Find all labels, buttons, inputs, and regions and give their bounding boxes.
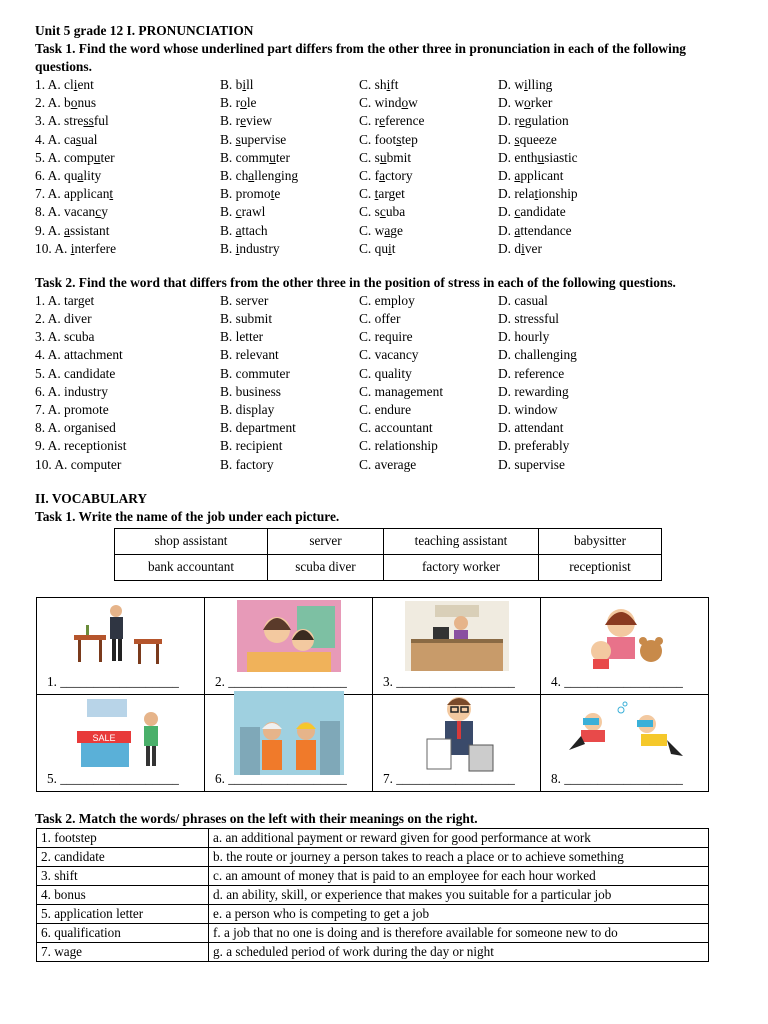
answer-option[interactable]: C. require	[359, 329, 413, 345]
vocab-task1-title: Task 1. Write the name of the job under each picture.	[35, 508, 340, 524]
answer-option[interactable]: C. submit	[359, 149, 412, 165]
match-row	[37, 847, 709, 866]
worksheet	[35, 22, 735, 962]
answer-blank[interactable]: 7. __________________	[383, 770, 515, 786]
answer-option[interactable]: D. diver	[498, 240, 542, 256]
answer-option[interactable]: 3. A. scuba	[35, 329, 95, 345]
picture-cell-1	[37, 597, 205, 694]
answer-option[interactable]: 10. A. interfere	[35, 240, 117, 256]
question-row	[35, 292, 735, 310]
teaching-assistant-picture	[205, 600, 372, 672]
shop-assistant-picture	[37, 697, 204, 769]
answer-option[interactable]: C. management	[359, 383, 444, 399]
question-row	[35, 203, 735, 221]
answer-option[interactable]: C. scuba	[359, 204, 406, 220]
answer-option[interactable]: 3. A. stressful	[35, 113, 109, 129]
answer-option[interactable]: D. willing	[498, 77, 553, 92]
match-meaning: a. an additional payment or reward given for good performance at work	[209, 828, 709, 847]
job-cell: teaching assistant	[384, 528, 539, 554]
question-row	[35, 401, 735, 419]
answer-option[interactable]: C. offer	[359, 311, 401, 327]
answer-option[interactable]: D. rewarding	[498, 383, 569, 399]
job-cell: babysitter	[539, 528, 662, 554]
answer-option[interactable]: B. review	[220, 113, 273, 129]
answer-option[interactable]: D. hourly	[498, 329, 550, 345]
match-term: 1. footstep	[37, 828, 209, 847]
question-row	[35, 185, 735, 203]
answer-option[interactable]: 8. A. vacancy	[35, 204, 108, 220]
answer-option[interactable]: D. squeeze	[498, 131, 557, 147]
match-term: 6. qualification	[37, 923, 209, 942]
job-cell: factory worker	[384, 554, 539, 580]
question-row	[35, 112, 735, 130]
match-row	[37, 885, 709, 904]
picture-cell-7	[373, 694, 541, 791]
match-row	[37, 923, 709, 942]
job-cell: server	[268, 528, 384, 554]
answer-option[interactable]: C. quality	[359, 365, 412, 381]
answer-option[interactable]: 2. A. diver	[35, 311, 92, 327]
match-term: 4. bonus	[37, 885, 209, 904]
pron-task2-list	[35, 292, 735, 474]
answer-option[interactable]: B. promote	[220, 186, 281, 202]
match-row	[37, 904, 709, 923]
question-row	[35, 310, 735, 328]
answer-option[interactable]: C. wage	[359, 222, 403, 238]
worksheet-title: Unit 5 grade 12 I. PRONUNCIATION	[35, 23, 254, 38]
question-row	[35, 419, 735, 437]
answer-option[interactable]: D. candidate	[498, 204, 566, 220]
answer-option[interactable]: D. worker	[498, 95, 553, 111]
job-cell: receptionist	[539, 554, 662, 580]
answer-option[interactable]: B. commuter	[220, 149, 290, 165]
answer-blank[interactable]: 6. __________________	[215, 770, 347, 786]
answer-option[interactable]: B. factory	[220, 456, 274, 472]
match-term: 5. application letter	[37, 904, 209, 923]
job-word-box	[114, 528, 662, 581]
picture-cell-4	[541, 597, 709, 694]
match-row	[37, 866, 709, 885]
answer-option[interactable]: C. footstep	[359, 131, 418, 147]
answer-option[interactable]: D. window	[498, 402, 558, 417]
question-row	[35, 167, 735, 185]
answer-option[interactable]: C. shift	[359, 77, 399, 92]
answer-option[interactable]: D. reference	[498, 365, 565, 381]
answer-option[interactable]: B. server	[220, 292, 269, 308]
svg-text:SALE: SALE	[91, 732, 116, 743]
answer-option[interactable]: 4. A. attachment	[35, 347, 123, 363]
answer-option[interactable]: B. crawl	[220, 204, 266, 220]
answer-option[interactable]: 8. A. organised	[35, 420, 116, 436]
question-row	[35, 346, 735, 364]
answer-option[interactable]: D. enthusiastic	[498, 149, 578, 165]
picture-cell-2	[205, 597, 373, 694]
question-row	[35, 456, 735, 474]
vocab-task2-title: Task 2. Match the words/ phrases on the left with their meanings on the right.	[35, 810, 478, 826]
answer-option[interactable]: B. department	[220, 420, 296, 436]
answer-blank[interactable]: 2. __________________	[215, 673, 347, 689]
answer-option[interactable]: C. window	[359, 95, 418, 111]
answer-option[interactable]: B. challenging	[220, 167, 299, 183]
answer-option[interactable]: D. applicant	[498, 167, 564, 183]
matching-table	[36, 828, 709, 962]
answer-option[interactable]: B. attach	[220, 222, 268, 238]
match-term: 7. wage	[37, 942, 209, 961]
answer-option[interactable]: D. casual	[498, 292, 548, 308]
question-row	[35, 76, 735, 94]
answer-option[interactable]: B. relevant	[220, 347, 279, 363]
answer-blank[interactable]: 8. __________________	[551, 770, 683, 786]
answer-option[interactable]: B. industry	[220, 240, 280, 256]
answer-option[interactable]: B. submit	[220, 311, 273, 327]
match-term: 3. shift	[37, 866, 209, 885]
match-meaning: g. a scheduled period of work during the day or night	[209, 942, 709, 961]
answer-option[interactable]: B. role	[220, 95, 257, 111]
server-picture	[37, 600, 204, 672]
answer-option[interactable]: D. relationship	[498, 186, 578, 202]
answer-option[interactable]: D. preferably	[498, 438, 570, 454]
answer-option[interactable]: C. target	[359, 186, 405, 202]
question-row	[35, 328, 735, 346]
answer-option[interactable]: C. endure	[359, 402, 412, 417]
answer-option[interactable]: B. display	[220, 402, 275, 417]
answer-option[interactable]: D. challenging	[498, 347, 577, 363]
answer-option[interactable]: 9. A. assistant	[35, 222, 110, 238]
answer-blank[interactable]: 5. __________________	[47, 770, 179, 786]
match-meaning: c. an amount of money that is paid to an employee for each hour worked	[209, 866, 709, 885]
question-row	[35, 222, 735, 240]
match-meaning: f. a job that no one is doing and is therefore available for someone new to do	[209, 923, 709, 942]
receptionist-picture	[373, 600, 540, 672]
answer-option[interactable]: C. vacancy	[359, 347, 419, 363]
answer-option[interactable]: 5. A. candidate	[35, 365, 116, 381]
answer-option[interactable]: C. accountant	[359, 420, 433, 436]
scuba-diver-picture	[541, 697, 708, 769]
match-meaning: b. the route or journey a person takes to reach a place or to achieve something	[209, 847, 709, 866]
job-cell: bank accountant	[115, 554, 268, 580]
question-row	[35, 94, 735, 112]
answer-option[interactable]: D. attendant	[498, 420, 564, 436]
answer-option[interactable]: D. stressful	[498, 311, 559, 327]
answer-option[interactable]: C. factory	[359, 167, 413, 183]
question-row	[35, 149, 735, 167]
picture-grid	[36, 597, 709, 792]
answer-option[interactable]: 7. A. applicant	[35, 186, 114, 202]
question-row	[35, 383, 735, 401]
answer-option[interactable]: B. business	[220, 383, 282, 399]
picture-cell-3	[373, 597, 541, 694]
answer-option[interactable]: 1. A. client	[35, 77, 94, 92]
answer-option[interactable]: B. commuter	[220, 365, 290, 381]
picture-cell-8	[541, 694, 709, 791]
pron-task1-title: Task 1. Find the word whose underlined part differs from the other three in pronunciation in each of the following questions.	[35, 41, 686, 74]
job-cell: scuba diver	[268, 554, 384, 580]
picture-cell-6	[205, 694, 373, 791]
answer-blank[interactable]: 4. __________________	[551, 673, 683, 689]
answer-option[interactable]: 5. A. computer	[35, 149, 115, 165]
answer-option[interactable]: 6. A. quality	[35, 167, 102, 183]
question-row	[35, 437, 735, 455]
job-cell: shop assistant	[115, 528, 268, 554]
vocab-heading: II. VOCABULARY	[35, 490, 148, 506]
match-meaning: e. a person who is competing to get a job	[209, 904, 709, 923]
answer-option[interactable]: C. quit	[359, 240, 396, 256]
question-row	[35, 365, 735, 383]
answer-option[interactable]: C. relationship	[359, 438, 438, 454]
match-row	[37, 828, 709, 847]
bank-accountant-picture	[373, 697, 540, 769]
answer-option[interactable]: C. reference	[359, 113, 425, 129]
answer-option[interactable]: 2. A. bonus	[35, 95, 97, 111]
answer-option[interactable]: 9. A. receptionist	[35, 438, 127, 454]
answer-option[interactable]: 7. A. promote	[35, 402, 109, 417]
answer-blank[interactable]: 1. __________________	[47, 673, 179, 689]
answer-option[interactable]: B. bill	[220, 77, 254, 92]
answer-option[interactable]: 10. A. computer	[35, 456, 122, 472]
match-term: 2. candidate	[37, 847, 209, 866]
answer-option[interactable]: C. average	[359, 456, 417, 472]
question-row	[35, 131, 735, 149]
picture-cell-5	[37, 694, 205, 791]
babysitter-picture	[541, 600, 708, 672]
pron-task1-list	[35, 76, 735, 258]
answer-option[interactable]: 4. A. casual	[35, 131, 98, 147]
answer-option[interactable]: D. attendance	[498, 222, 572, 238]
answer-option[interactable]: B. letter	[220, 329, 264, 345]
question-row	[35, 240, 735, 258]
answer-blank[interactable]: 3. __________________	[383, 673, 515, 689]
pron-task2-title: Task 2. Find the word that differs from the other three in the position of stress in each of the following questions.	[35, 274, 676, 290]
answer-option[interactable]: D. supervise	[498, 456, 565, 472]
answer-option[interactable]: B. supervise	[220, 131, 287, 147]
answer-option[interactable]: 6. A. industry	[35, 383, 108, 399]
answer-option[interactable]: C. employ	[359, 292, 415, 308]
match-meaning: d. an ability, skill, or experience that makes you suitable for a particular job	[209, 885, 709, 904]
answer-option[interactable]: 1. A. target	[35, 292, 95, 308]
match-row	[37, 942, 709, 961]
answer-option[interactable]: B. recipient	[220, 438, 283, 454]
factory-worker-picture	[205, 697, 372, 769]
answer-option[interactable]: D. regulation	[498, 113, 569, 129]
